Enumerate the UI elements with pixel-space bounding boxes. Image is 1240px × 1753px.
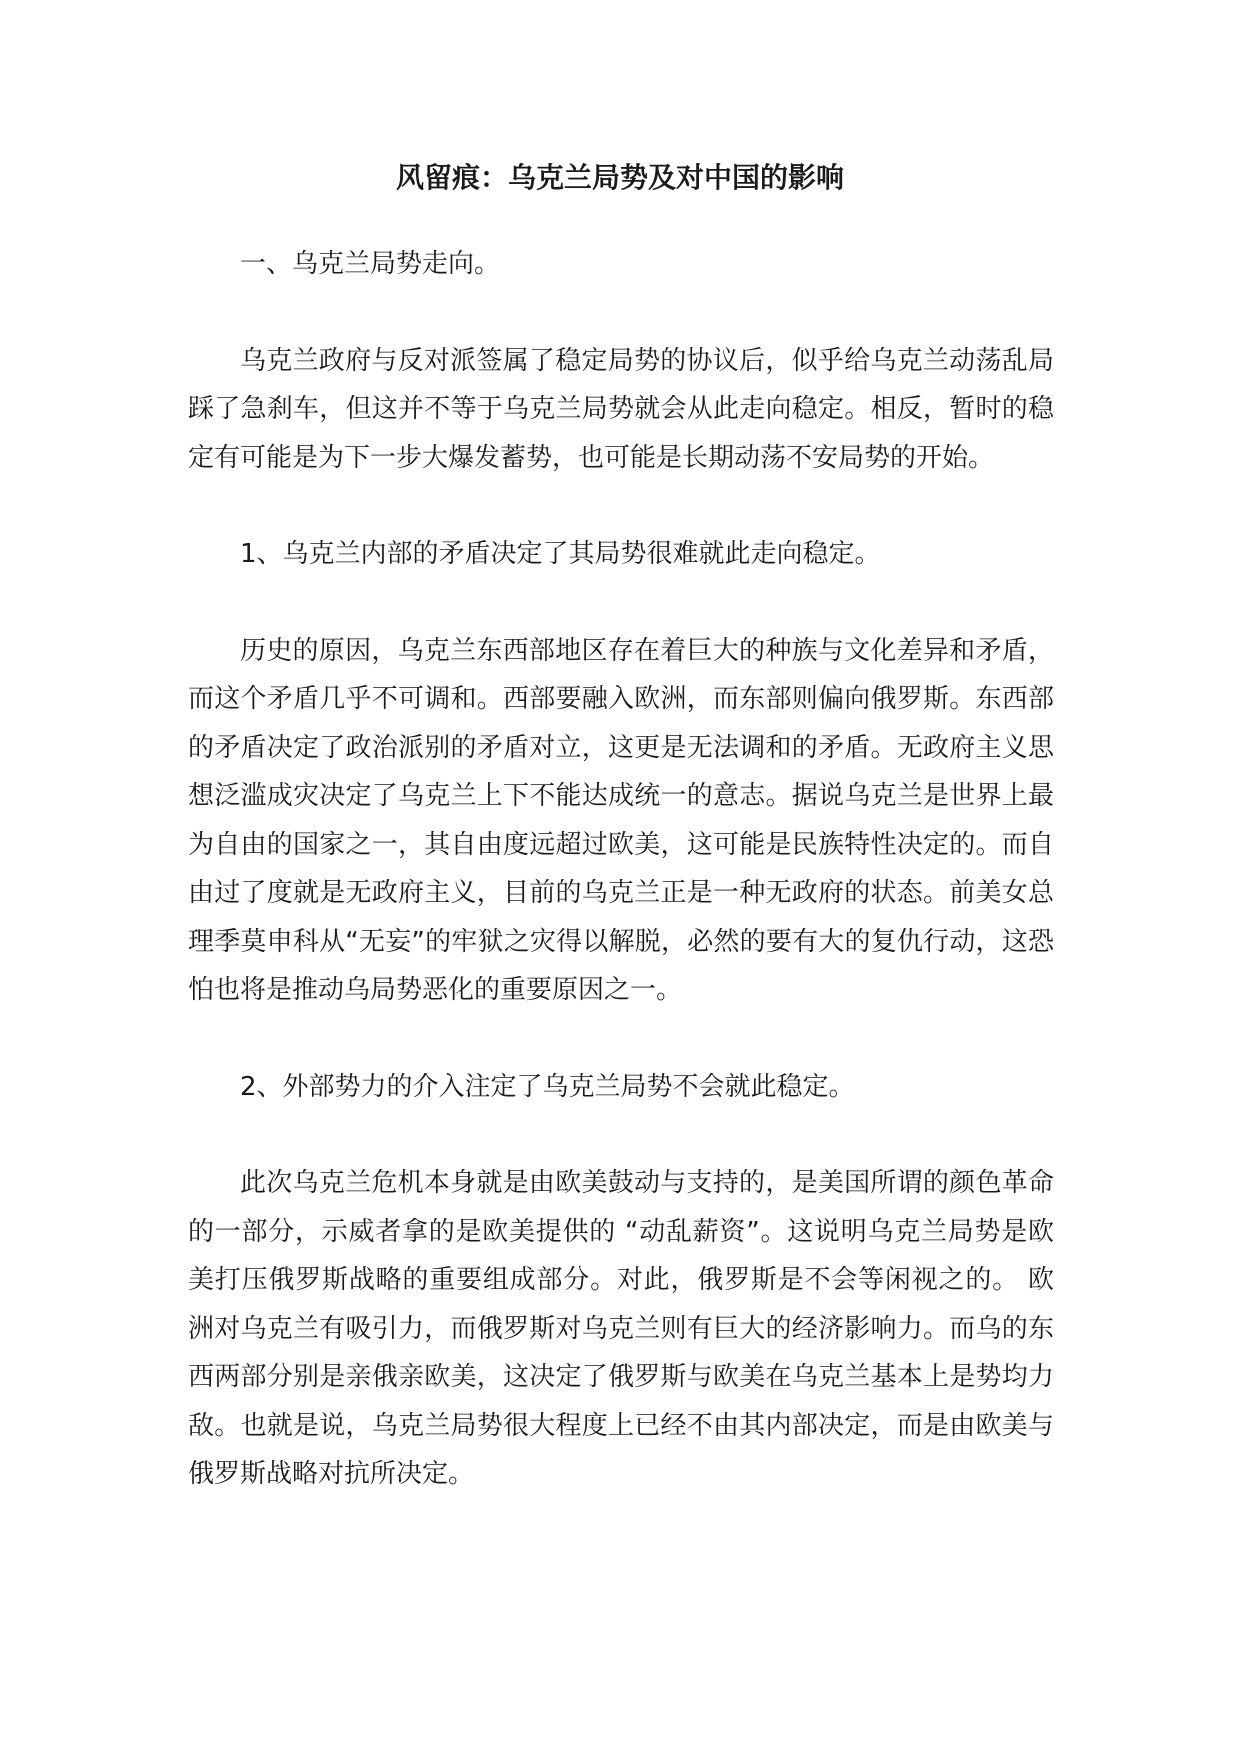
document-body (188, 240, 1054, 1547)
subsection-heading-1: 1、乌克兰内部的矛盾决定了其局势很难就此走向稳定。 (240, 539, 881, 569)
section-heading-1: 一、乌克兰局势走向。 (240, 249, 501, 279)
document-title: 风留痕：乌克兰局势及对中国的影响 (395, 161, 844, 194)
paragraph-internal-conflict: 历史的原因，乌克兰东西部地区存在着巨大的种族与文化差异和矛盾，而这个矛盾几乎不可调和。西部要融入欧洲，而东部则偏向俄罗斯。东西部的矛盾决定了政治派别的矛盾对立，这更是无法调和的矛盾。无政府主义思想泛滥成灾决定了乌克兰上下不能达成统一的意志。据说乌克兰是世界上最为自由的国家之一，其自由度远超过欧美，这可能是民族特性决定的。而自由过了度就是无政府主义，目前的乌克兰正是一种无政府的状态。前美女总理季莫申科从“无妄”的牢狱之灾得以解脱，必然的要有大的复仇行动，这恐怕也将是推动乌局势恶化的重要原因之一。 (188, 635, 1054, 1005)
subsection-heading-2: 2、外部势力的介入注定了乌克兰局势不会就此稳定。 (240, 1071, 855, 1102)
paragraph-external-forces: 此次乌克兰危机本身就是由欧美鼓动与支持的，是美国所谓的颜色革命的一部分，示威者拿的是欧美提供的 “动乱薪资”。这说明乌克兰局势是欧美打压俄罗斯战略的重要组成部分。对此，俄罗斯是不会等闲视之的。 欧洲对乌克兰有吸引力，而俄罗斯对乌克兰则有巨大的经济影响力。而乌的东西两部分别是亲俄亲欧美，这决定了俄罗斯与欧美在乌克兰基本上是势均力敌。也就是说，乌克兰局势很大程度上已经不由其内部决定，而是由欧美与俄罗斯战略对抗所决定。 (188, 1168, 1054, 1489)
paragraph-intro: 乌克兰政府与反对派签属了稳定局势的协议后，似乎给乌克兰动荡乱局踩了急刹车，但这并不等于乌克兰局势就会从此走向稳定。相反，暂时的稳定有可能是为下一步大爆发蓄势，也可能是长期动荡不安局势的开始。 (188, 345, 1054, 473)
